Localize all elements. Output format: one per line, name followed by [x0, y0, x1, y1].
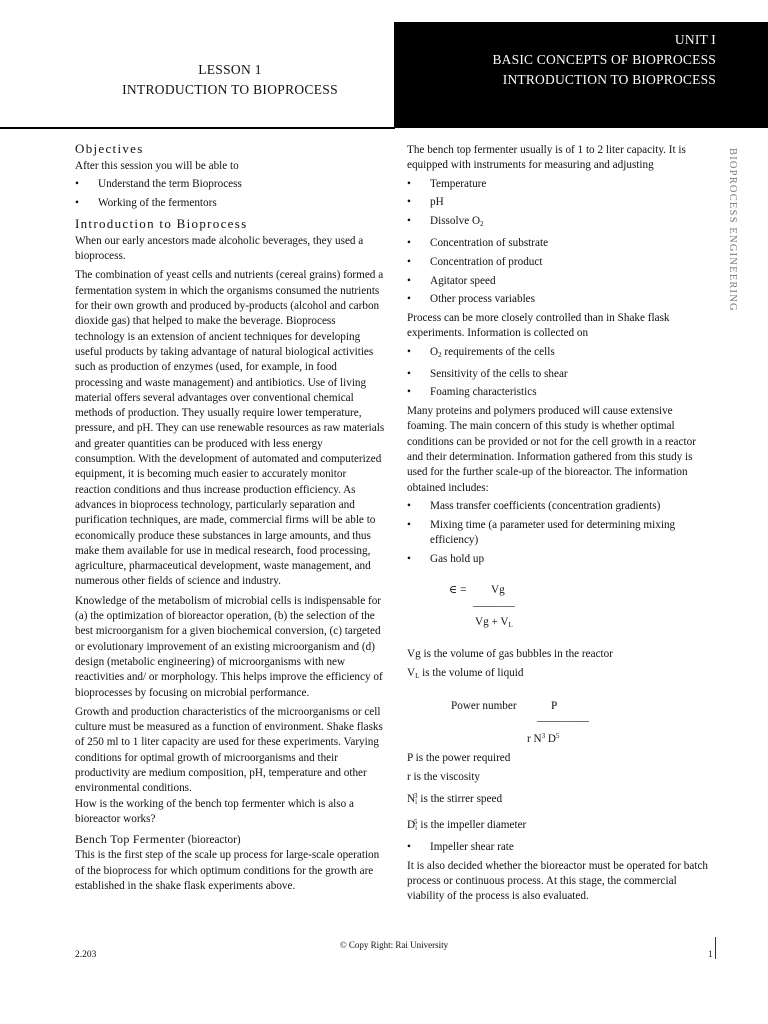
paragraph: When our early ancestors made alcoholic beverages, they used a bioprocess. [75, 234, 364, 263]
list-item: • Sensitivity of the cells to shear [407, 367, 713, 382]
list-item: • Impeller shear rate [407, 840, 713, 855]
lesson-header [60, 60, 400, 100]
impeller-list [407, 840, 713, 855]
paragraph: Growth and production characteristics of the microorganisms or cell culture must be measured as a function of environment. Shake flasks of 250 ml to 1 liter capacity are used for these experiments. Varying conditions for optimal growth of microorganisms and their productivity are medium composition, pH, temperature and other environmental conditions. [75, 705, 383, 795]
power-label: Power number [451, 699, 517, 712]
paragraph: This is the first step of the scale up process for large-scale operation of the bioprocess for which optimum conditions for the growth are established in the shake flask experiments above. [75, 849, 380, 893]
side-label-text: BIOPROCESS ENGINEERING [727, 148, 738, 312]
list-item [407, 214, 713, 232]
objectives-heading: Objectives [75, 141, 144, 156]
lesson-number: LESSON 1 [198, 62, 262, 77]
def-d-a: D [407, 818, 416, 831]
formula-lhs: ∈ = [449, 584, 467, 597]
objectives-list [75, 177, 385, 211]
den-sup1: 3 [541, 731, 546, 740]
bench-heading: Bench Top Fermenter [75, 832, 185, 847]
def-p: P is the power required [407, 751, 511, 764]
o2-rest: requirements of the cells [441, 345, 555, 358]
instrument-list [407, 177, 713, 308]
def-r: r is the viscosity [407, 771, 481, 784]
objective-item: • Understand the term Bioprocess [75, 177, 385, 192]
objective-item: • Working of the fermentors [75, 196, 385, 211]
vl-sub: L [415, 672, 420, 681]
footer-divider [715, 937, 716, 959]
list-item: • Agitator speed [407, 274, 713, 289]
vg-definition: Vg is the volume of gas bubbles in the reactor [407, 648, 613, 661]
def-n-a: N [407, 793, 416, 806]
dissolve-sub: 2 [480, 220, 484, 229]
def-d [407, 815, 713, 836]
def-n [407, 789, 713, 810]
list-item: • Concentration of product [407, 255, 713, 270]
lesson-title: INTRODUCTION TO BIOPROCESS [122, 82, 338, 97]
paragraph: The bench top fermenter usually is of 1 to 2 liter capacity. It is equipped with instruments for measuring and adjusting [407, 144, 686, 172]
left-column [75, 140, 385, 898]
list-item: • Other process variables [407, 292, 713, 307]
o2-text: O [430, 345, 439, 358]
list-item: • pH [407, 195, 713, 210]
intro-heading: Introduction to Bioprocess [75, 215, 248, 231]
obtained-list [407, 499, 713, 567]
unit-subtitle: INTRODUCTION TO BIOPROCESS [502, 72, 716, 87]
power-numerator: P [551, 699, 558, 712]
power-denominator [527, 729, 560, 747]
o2-sub: 2 [438, 350, 442, 359]
def-d-sup: 5 [414, 817, 418, 826]
list-item: • Temperature [407, 177, 713, 192]
den-r: r N [527, 732, 542, 745]
unit-banner [394, 22, 768, 128]
paragraph: It is also decided whether the bioreactor must be operated for batch process or continuous process. At this stage, the commercial viability of the process is also evaluated. [407, 859, 709, 903]
footer-copyright: © Copy Right: Rai University [339, 940, 449, 950]
footer-page-number: 1 [708, 950, 713, 960]
bench-heading-suffix: (bioreactor) [187, 834, 241, 847]
footer-code: 2.203 [75, 950, 97, 960]
den-d: D [545, 732, 556, 745]
header-divider [0, 127, 395, 129]
formula-numerator: Vg [491, 584, 505, 597]
den-sup2: 5 [556, 731, 560, 740]
paragraph: Many proteins and polymers produced will cause extensive foaming. The main concern of this study is whether optimal conditions can be provided or not for the cell growth in a reactor and their determination. Information gathered from this study is used for the further scale-up of the bioreactor. The information obtained includes: [407, 405, 696, 494]
list-item [407, 345, 713, 363]
power-bar: ————— [537, 714, 588, 727]
paragraph: Process can be more closely controlled than in Shake flask experiments. Information is collected on [407, 312, 670, 340]
list-item: • Mixing time (a parameter used for determining mixing efficiency) [407, 518, 713, 549]
def-n-sup: 3 [414, 792, 418, 801]
def-d-sub: i [415, 823, 418, 832]
formula-den-text: Vg + V [475, 616, 509, 629]
unit-number: UNIT I [674, 32, 716, 47]
question: How is the working of the bench top fermenter which is also a bioreactor works? [75, 797, 354, 825]
def-n-sub: i [415, 798, 418, 807]
list-item: • Mass transfer coefficients (concentration gradients) [407, 499, 713, 514]
list-item: • Gas hold up [407, 552, 713, 567]
info-list [407, 345, 713, 401]
right-column [407, 143, 713, 909]
vl-rest: is the volume of liquid [419, 667, 524, 680]
unit-title: BASIC CONCEPTS OF BIOPROCESS [492, 52, 716, 67]
dissolve-text: Dissolve O [430, 215, 481, 228]
formula-denominator [475, 615, 513, 633]
list-item: • Concentration of substrate [407, 236, 713, 251]
vl-definition [407, 666, 713, 684]
bench-heading-line [75, 831, 385, 848]
formula-bar: ———— [473, 600, 514, 613]
gas-holdup-formula [407, 573, 713, 643]
paragraph: Knowledge of the metabolism of microbial cells is indispensable for (a) the optimization of bioreactor operation, (b) the selection of the best microorganism for a given biochemical conversion, (c) targeted or evolutionary improvement of an existing microorganism and (d) design (metabolic engineering) of microorganisms with new reactivities and/ or morphology. This helps improve the efficiency of bioprocesses by focusing on microbial performance. [75, 594, 383, 699]
side-label [722, 148, 742, 348]
def-n-rest: is the stirrer speed [417, 793, 503, 806]
vl-v: V [407, 667, 416, 680]
objectives-intro: After this session you will be able to [75, 160, 239, 172]
paragraph: The combination of yeast cells and nutrients (cereal grains) formed a fermentation system in which the organisms consumed the nutrients for their own growth and produced by-products (alcohol and carbon dioxide gas) that helped to make the beverage. Bioprocess technology is an extension of ancient techniques for developing useful products by taking advantage of natural biological activities such as production of enzymes (used, for example, in food processing and waste management) and antibiotics. Use of living material offers several advantages over conventional chemical methods of production. They usually require lower temperature, pressure, and pH. They can use renewable resources as raw materials and greater quantities can be produced with less energy consumption. With the development of automated and computerized equipment, it is becoming much easier to accurately monitor reaction conditions and thus increase production efficiency. As advances in bioprocess technology, particularly separation and purification techniques, are made, commercial firms will be able to economically produce these substances in large amounts, and thus make them available for use in medical research, food processing, agriculture, pharmaceutical development, waste management, and numerous other fields of science and industry. [75, 269, 385, 588]
power-number-formula [407, 695, 713, 751]
list-item: • Foaming characteristics [407, 385, 713, 400]
formula-den-sub: L [508, 621, 513, 630]
def-d-rest: is the impeller diameter [417, 818, 527, 831]
